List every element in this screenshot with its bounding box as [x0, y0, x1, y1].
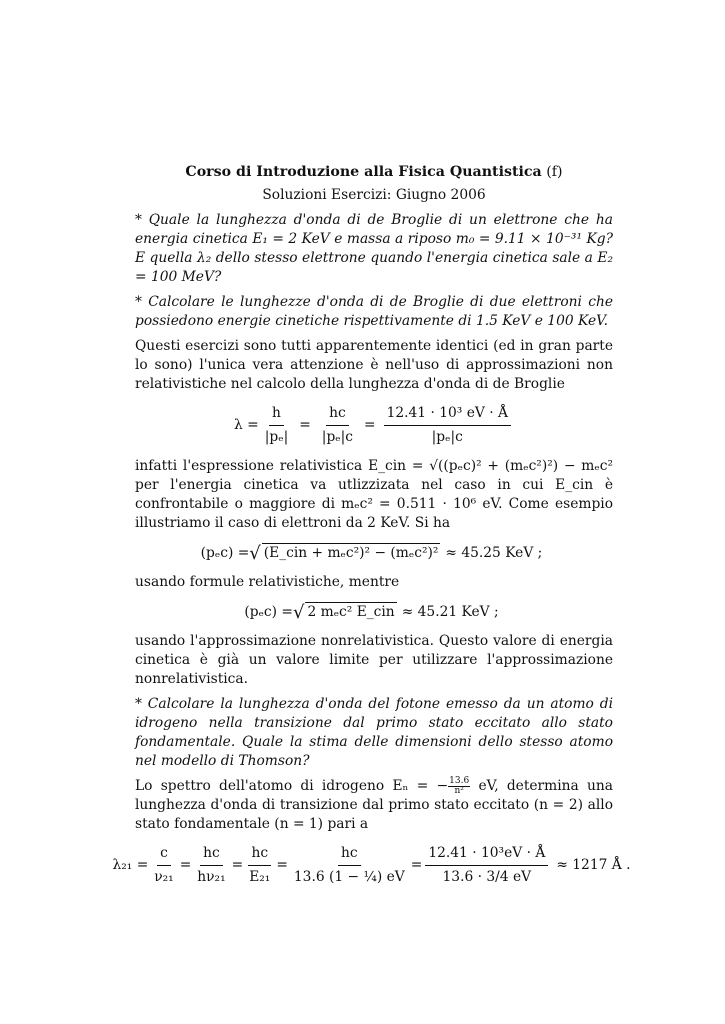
equation-debroglie [135, 404, 613, 447]
fraction-denominator: E₂₁ [249, 869, 271, 885]
spectrum-after: eV, determina una lunghezza d'onda di transizione dal primo stato eccitato (n = 2) allo stato fondamentale (n = 1) pari a [135, 778, 613, 832]
fraction-numerator: h [269, 404, 284, 426]
fraction-numerator: hc [200, 844, 223, 866]
equation-left: (pₑc) = [244, 603, 293, 620]
equals-sign: = [364, 417, 376, 433]
equation-left: λ₂₁ = [112, 857, 149, 873]
problem-3: * Calcolare la lunghezza d'onda del fotone emesso da un atomo di idrogeno nella transizione dal primo stato eccitato allo stato fondamentale. Quale la stima delle dimensioni dello stesso atomo nel modello di Thomson? [135, 696, 613, 769]
fraction-numerator: hc [326, 404, 349, 426]
fraction-hc-over-hnu [194, 844, 228, 887]
energy-fraction [448, 777, 470, 796]
fraction-c-over-nu [151, 844, 176, 887]
fraction-numerator: 12.41 · 10³ eV · Å [384, 404, 511, 426]
fraction-denominator: ν₂₁ [154, 869, 174, 885]
spectrum-paragraph [135, 777, 613, 834]
fraction-denominator: hν₂₁ [197, 869, 226, 885]
sqrt-content: (E_cin + mₑc²)² − (mₑc²)² [263, 545, 439, 561]
fraction-hc-over-pc [319, 404, 356, 447]
fraction-denominator: |pₑ|c [321, 429, 353, 445]
relativistic-note: usando formule relativistiche, mentre [135, 574, 400, 590]
document-page [112, 163, 631, 897]
nonrelativistic-paragraph: usando l'approssimazione nonrelativistica. Questo valore di energia cinetica è già un valore limite per utilizzare l'approssimazione nonrelativistica. [135, 633, 613, 687]
equation-wavelength: λ₂₁ = $\frac{c}{\text{ν₂₁}}$ = $\frac{hc}{\text{hν₂₁}}$ = $\frac{hc}{\text{E₂₁}}$ = $\frac{hc}{\text{13.6 (1 − ¼) eV}}$ = $\frac{\text{12.41 · 10³eV · Å}}{13.6 \cdot 3/4 eV}$ ≈ 1217 Å . [112, 845, 631, 885]
fraction-numerator: 13.6 [449, 776, 470, 786]
fraction-denominator: |pₑ| [264, 429, 289, 445]
relativistic-paragraph: infatti l'espressione relativistica E_cin = √((pₑc)² + (mₑc²)²) − mₑc² per l'energia cinetica va utlizzizata nel caso in cui E_cin è confrontabile o maggiore di mₑc² = 0.511 · 10⁶ eV. Come esempio illustriamo il caso di elettroni da 2 KeV. Si ha [135, 458, 613, 531]
fraction-numeric [384, 404, 511, 447]
fraction-numerator: 12.41 · 10³eV · Å [425, 844, 548, 866]
problem-2: * Calcolare le lunghezze d'onda di de Broglie di due elettroni che possiedono energie cinetiche rispettivamente di 1.5 KeV e 100 KeV. [135, 294, 613, 329]
title-suffix: (f) [541, 164, 563, 180]
fraction-hc-over-energy [291, 844, 408, 887]
equation-relativistic-momentum [135, 543, 613, 563]
fraction-denominator: 13.6 (1 − ¼) eV [293, 869, 405, 885]
fraction-numerator: hc [338, 844, 361, 866]
document-title [135, 163, 613, 182]
intro-paragraph: Questi esercizi sono tutti apparentemente identici (ed in gran parte lo sono) l'unica vera attenzione è nell'uso di approssimazioni non relativistiche nel calcolo della lunghezza d'onda di de Broglie [135, 338, 613, 392]
fraction-hc-over-e [246, 844, 273, 887]
equation-result: ≈ 45.21 KeV ; [401, 603, 499, 620]
problem-1: * Quale la lunghezza d'onda di de Broglie di un elettrone che ha energia cinetica E₁ = 2 KeV e massa a riposo m₀ = 9.11 × 10⁻³¹ Kg? E quella λ₂ dello stesso elettrone quando l'energia cinetica sale a E₂ = 100 MeV? [135, 212, 613, 285]
title-bold: Corso di Introduzione alla Fisica Quantistica [185, 164, 542, 180]
fraction-numerator: hc [248, 844, 271, 866]
fraction-denominator: 13.6 · 3/4 eV [442, 869, 532, 885]
sqrt-icon: √ [292, 601, 305, 623]
sqrt-content: 2 mₑc² E_cin [307, 604, 395, 620]
equation-left: (pₑc) = [200, 544, 250, 561]
equation-result: ≈ 1217 Å . [556, 857, 631, 873]
fraction-h-over-p [262, 404, 291, 447]
equals-sign: = [299, 417, 311, 433]
equation-nonrelativistic-momentum [135, 602, 613, 622]
lambda-symbol: λ = [234, 417, 259, 433]
equation-result: ≈ 45.25 KeV ; [445, 544, 543, 561]
fraction-denominator: n² [454, 786, 464, 796]
fraction-numeric-wavelength [425, 844, 548, 887]
fraction-numerator: c [157, 844, 171, 866]
sqrt-icon: √ [249, 542, 261, 564]
fraction-denominator: |pₑ|c [431, 429, 463, 445]
spectrum-before: Lo spettro dell'atomo di idrogeno Eₙ = − [135, 778, 449, 794]
document-subtitle: Soluzioni Esercizi: Giugno 2006 [262, 187, 486, 203]
